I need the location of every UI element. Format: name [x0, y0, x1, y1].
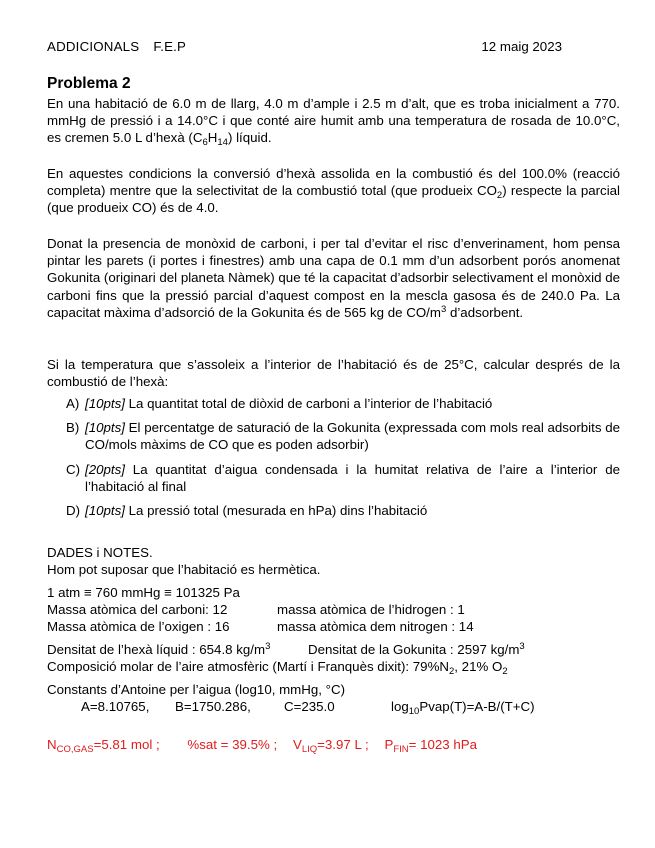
answer-p-fin: $P_{FIN}= 1023$ hPa: [384, 737, 478, 755]
notes-air-composition: Composició molar de l’aire atmosfèric (Martí i Franquès dixit): $79\%N_2$, 21% $O_2$: [47, 659, 508, 677]
answer-saturation: %sat = 39.5% ;: [187, 737, 278, 752]
answer-v-liq: $V_{LIQ}=3.97$ L ;: [292, 737, 369, 755]
notes-atomic-masses-2: Massa atòmica de l’oxigen : 16 massa atòmica dem nitrogen : 14: [47, 619, 474, 634]
question-item: D) [10pts] La pressió total (mesurada en hPa) dins l’habitació: [66, 503, 428, 519]
notes-atomic-masses-1: Massa atòmica del carboni: 12 massa atòmica de l’hidrogen : 1: [47, 602, 465, 617]
paragraph-question-intro: Si la temperatura que s’assoleix a l’interior de l’habitació és de 25°C, calcular després de la combustió de l’hexà:: [47, 357, 620, 390]
header-course: ADDICIONALS F.E.P: [47, 39, 187, 54]
question-points: [20pts]: [85, 461, 125, 477]
notes-antoine-constants: A=8.10765, B=1750.286, C=235.0 $\log_{10}Pvap(T)=A-B/(T+C)$: [81, 699, 535, 717]
notes-antoine-title: Constants d’Antoine per l’aigua (log10, mmHg, °C): [47, 682, 345, 697]
notes-atm-conversion: 1 atm ≡ 760 mmHg ≡ 101325 Pa: [47, 585, 240, 600]
header-date: 12 maig 2023: [481, 39, 562, 54]
question-points: [10pts]: [85, 396, 125, 411]
header-code: F.E.P: [153, 39, 187, 54]
paragraph-conversion: En aquestes condicions la conversió d’hexà assolida en la combustió és del 100.0% (reacció completa) mentre que la selectivitat de la combustió total (que produeix $CO_2$) respecte la parcial (que produeix CO) és de 4.0.: [47, 166, 621, 216]
question-item: A) [10pts] La quantitat total de diòxid de carboni a l’interior de l’habitació: [66, 396, 493, 411]
page-header: [47, 39, 562, 57]
paragraph-room-description: En una habitació de 6.0 m de llarg, 4.0 m d’ample i 2.5 m d’alt, que es troba inicialment a 770. mmHg de pressió i a 14.0°C i que conté aire humit amb una temperatura de rosada de 10.0°C, es cremen 5.0 L d’hexà $(C_6H_{14})$ líquid.: [47, 96, 620, 149]
problem-title: Problema 2: [47, 75, 131, 92]
question-item: C) [20pts] La quantitat d’aigua condensada i la humitat relativa de l’aire a l’interior de l’habitació al final: [66, 461, 620, 494]
question-list: [66, 395, 620, 526]
data-notes-section: [47, 544, 620, 715]
notes-title: DADES i NOTES.: [47, 545, 153, 560]
question-item: B) [10pts] El percentatge de saturació de la Gokunita (expressada com mols real adsorbits de CO/mols màxims de CO que es poden adsorbir): [66, 420, 620, 453]
notes-densities: Densitat de l’hexà líquid : 654.8 $kg/m^3$ Densitat de la Gokunita : 2597 $kg/m^3$: [47, 641, 525, 657]
answers-line: [47, 737, 478, 755]
question-points: [10pts]: [85, 503, 125, 519]
question-points: [10pts]: [85, 420, 125, 436]
answer-n-co-gas: $N_{CO,GAS}=5.81$ mol ;: [47, 737, 160, 755]
notes-hermetic: Hom pot suposar que l’habitació es hermètica.: [47, 562, 321, 577]
paragraph-adsorbent: Donat la presencia de monòxid de carboni, i per tal d’evitar el risc d’enverinament, hom pensa pintar les parets (i portes i finestres) amb una capa de 0.1 mm d’un adsorbent porós anomenat Gokunita (originari del planeta Nàmek) que té la capacitat d’adsorbir selectivament el monòxid de carboni fins que la pressió parcial d’aquest compost en la mescla gasosa és de 240.0 Pa. La capacitat màxima d’adsorció de la Gokunita és de 565 kg de $CO/m^3$ d’adsorbent.: [47, 236, 620, 320]
